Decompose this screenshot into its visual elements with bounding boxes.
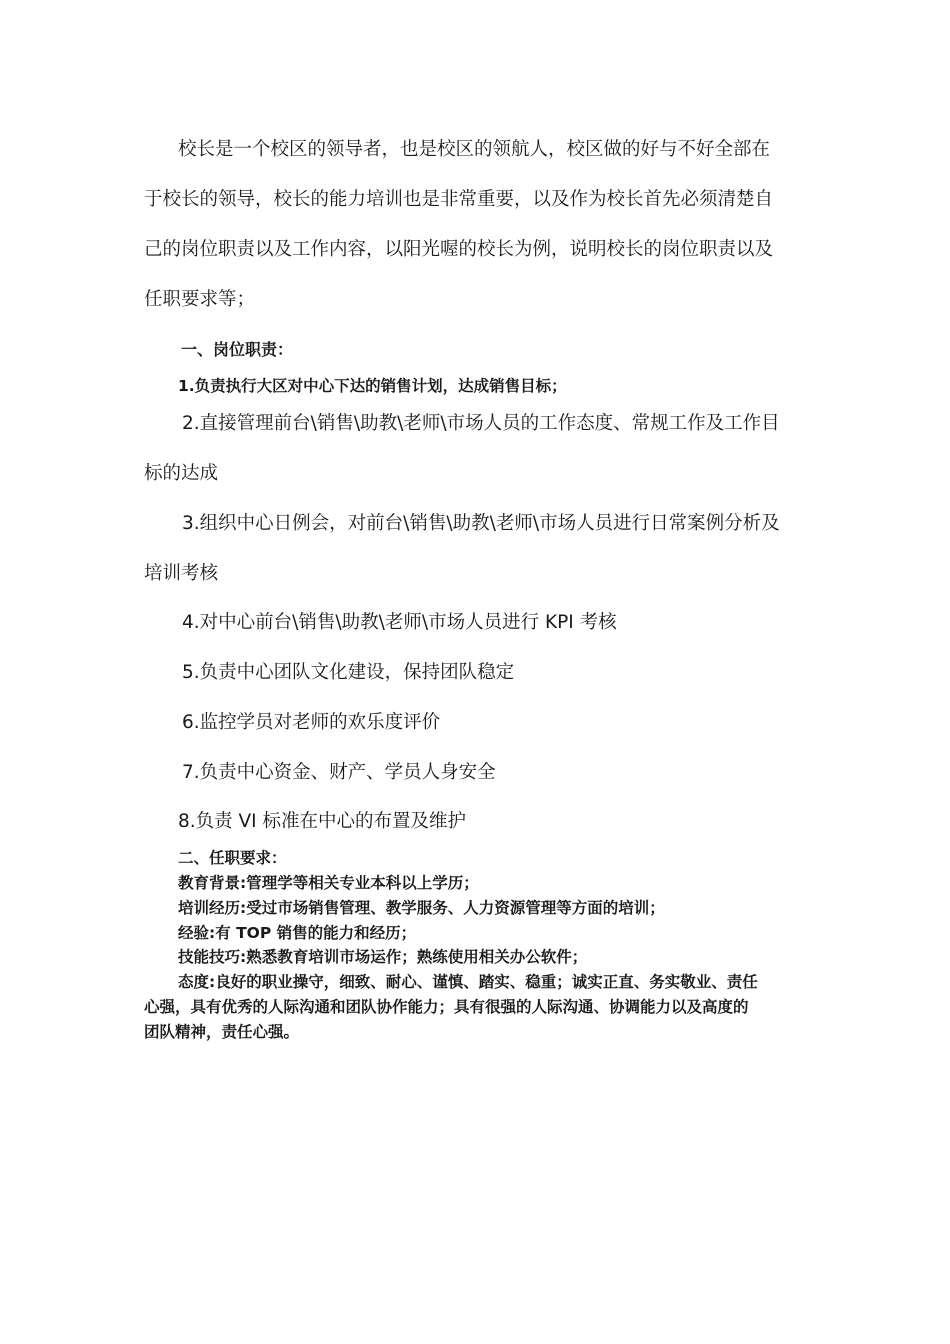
intro-line-1: 校长是一个校区的领导者，也是校区的领航人，校区做的好与不好全部在 [178,139,771,160]
duty-item-2-line-2: 标的达成 [144,463,219,484]
intro-line-2: 于校长的领导，校长的能力培训也是非常重要，以及作为校长首先必须清楚自 [144,189,774,210]
intro-line-3: 己的岗位职责以及工作内容，以阳光喔的校长为例，说明校长的岗位职责以及 [144,239,774,260]
duty-item-5: 5.负责中心团队文化建设，保持团队稳定 [182,662,515,683]
duty-item-8: 8.负责 VI 标准在中心的布置及维护 [178,811,467,832]
duty-item-7: 7.负责中心资金、财产、学员人身安全 [182,762,496,783]
duty-item-2-line-1: 2.直接管理前台\销售\助教\老师\市场人员的工作态度、常规工作及工作目 [182,413,780,434]
duty-item-3-line-1: 3.组织中心日例会，对前台\销售\助教\老师\市场人员进行日常案例分析及 [182,513,780,534]
duty-item-6: 6.监控学员对老师的欢乐度评价 [182,712,441,733]
requirement-training: 培训经历:受过市场销售管理、教学服务、人力资源管理等方面的培训； [178,899,665,917]
requirement-attitude-line-1: 态度:良好的职业操守，细致、耐心、谨慎、踏实、稳重；诚实正直、务实敬业、责任 [178,973,758,991]
duty-item-3-line-2: 培训考核 [144,563,219,584]
requirements-heading: 二、任职要求： [178,849,287,867]
intro-line-4: 任职要求等； [144,289,256,310]
requirement-education: 教育背景:管理学等相关专业本科以上学历； [178,874,479,892]
duty-item-1: 1.负责执行大区对中心下达的销售计划，达成销售目标； [178,377,567,395]
requirement-experience: 经验:有 TOP 销售的能力和经历； [178,924,417,942]
requirement-attitude-line-3: 团队精神，责任心强。 [144,1023,300,1041]
requirement-skills: 技能技巧:熟悉教育培训市场运作；熟练使用相关办公软件； [178,948,588,966]
requirement-attitude-line-2: 心强，具有优秀的人际沟通和团队协作能力；具有很强的人际沟通、协调能力以及高度的 [144,998,749,1016]
duty-item-4: 4.对中心前台\销售\助教\老师\市场人员进行 KPI 考核 [182,612,617,633]
duties-heading: 一、岗位职责： [181,340,294,359]
